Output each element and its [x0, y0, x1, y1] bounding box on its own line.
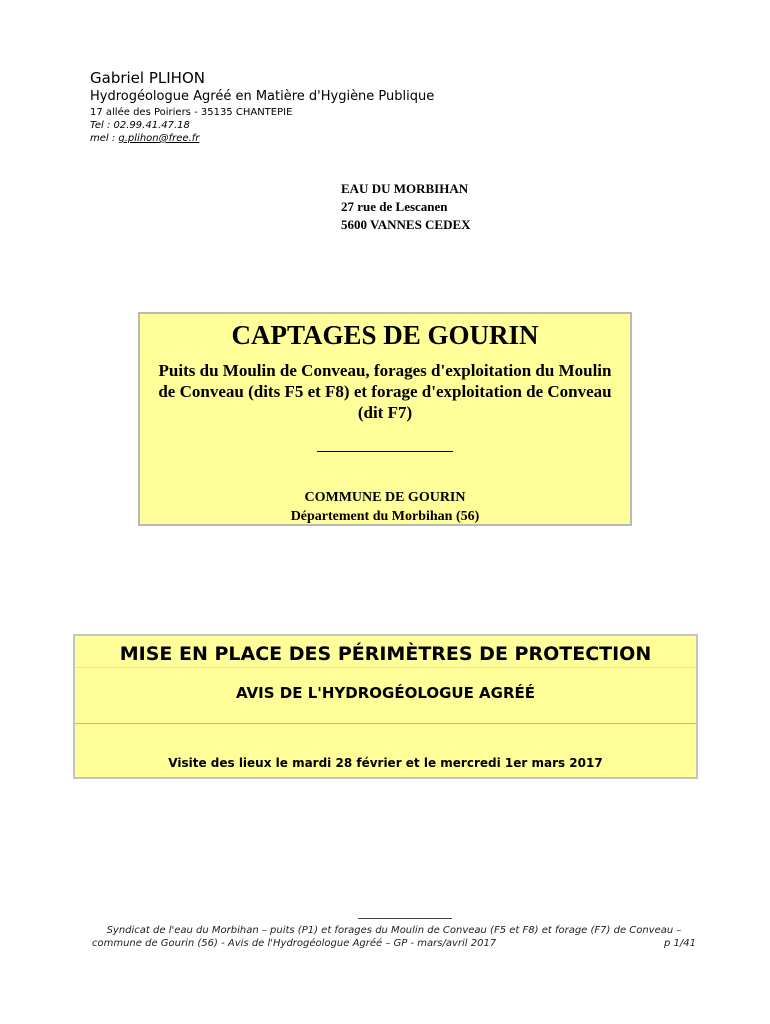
document-title: CAPTAGES DE GOURIN: [231, 320, 539, 350]
sender-title: Hydrogéologue Agréé en Matière d'Hygiène Publique: [90, 89, 435, 104]
footer-line-2-row: [92, 937, 696, 950]
sender-address: 17 allée des Poiriers - 35135 CHANTEPIE: [90, 107, 293, 118]
page-footer: [92, 918, 696, 950]
sender-tel: Tel : 02.99.41.47.18: [90, 120, 190, 131]
recipient-block: [341, 180, 471, 234]
mission-subheading: AVIS DE L'HYDROGÉOLOGUE AGRÉÉ: [235, 684, 536, 702]
commune-name: COMMUNE DE GOURIN: [304, 490, 466, 505]
mission-box: [73, 634, 698, 779]
title-box: [138, 312, 632, 526]
footer-rule: [358, 918, 452, 919]
visit-dates: Visite des lieux le mardi 28 février et le mercredi 1er mars 2017: [168, 756, 603, 770]
title-separator: [317, 439, 453, 452]
document-subtitle: Puits du Moulin de Conveau, forages d'exploitation du Moulin de Conveau (dits F5 et F8) et forage d'exploitation de Conveau (dit F7): [158, 361, 612, 422]
department-name: Département du Morbihan (56): [290, 509, 480, 524]
mail-prefix: mel :: [90, 133, 119, 144]
mission-heading: MISE EN PLACE DES PÉRIMÈTRES DE PROTECTION: [119, 643, 652, 665]
sender-name: Gabriel PLIHON: [90, 69, 205, 87]
mission-divider: [75, 667, 696, 668]
recipient-line-1: EAU DU MORBIHAN: [341, 181, 469, 196]
footer-line-1: Syndicat de l'eau du Morbihan – puits (P1) et forages du Moulin de Conveau (F5 et F8) et forage (F7) de Conveau –: [106, 925, 682, 936]
recipient-line-3: 5600 VANNES CEDEX: [341, 217, 471, 232]
recipient-line-2: 27 rue de Lescanen: [341, 199, 448, 214]
mail-link[interactable]: g.plihon@free.fr: [118, 133, 200, 144]
sender-mail: [90, 132, 434, 145]
sender-block: [90, 68, 434, 145]
mission-divider-2: [75, 723, 696, 724]
page-number: p 1/41: [664, 938, 696, 949]
footer-line-2: commune de Gourin (56) - Avis de l'Hydrogéologue Agréé – GP - mars/avril 2017: [92, 938, 497, 949]
